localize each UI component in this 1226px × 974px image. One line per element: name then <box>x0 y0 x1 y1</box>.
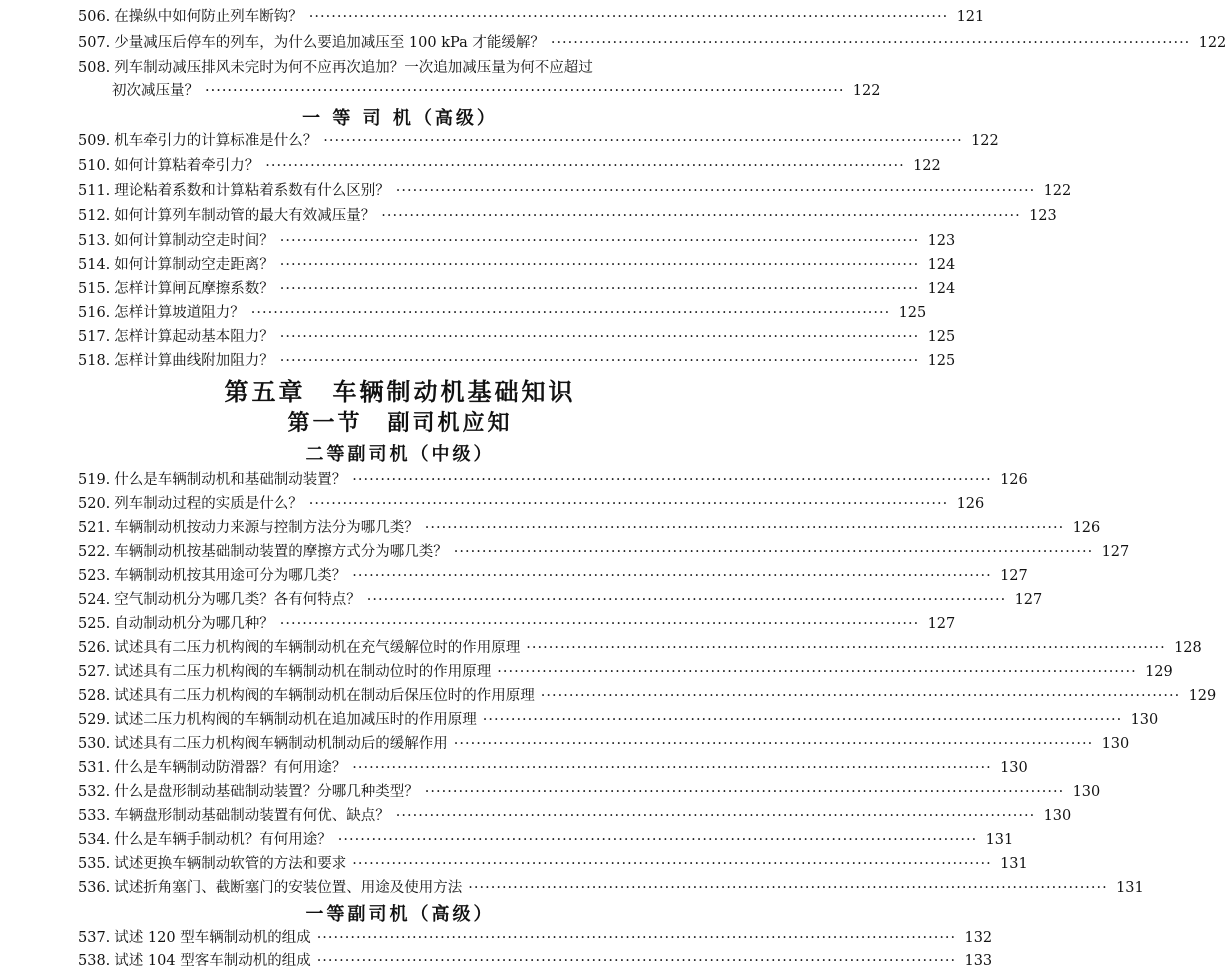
toc-entry-536[interactable] <box>78 878 1144 898</box>
entry-title: 列车制动过程的实质是什么？ <box>114 496 303 512</box>
leader-dots: ·················································································································· <box>265 158 905 174</box>
toc-entry-528[interactable] <box>78 686 1217 706</box>
toc-entry-515[interactable] <box>78 279 956 299</box>
toc-entry-530[interactable] <box>78 734 1130 754</box>
toc-entry-537[interactable] <box>78 928 993 948</box>
entry-page: 125 <box>898 305 927 321</box>
entry-number: 516. <box>78 305 111 321</box>
toc-entry-520[interactable] <box>78 494 985 514</box>
toc-entry-534[interactable] <box>78 830 1014 850</box>
entry-number: 530. <box>78 736 111 752</box>
leader-dots: ·················································································································· <box>279 353 920 369</box>
leader-dots: ·················································································································· <box>366 592 1007 608</box>
toc-entry-522[interactable] <box>78 542 1130 562</box>
entry-number: 524. <box>78 592 111 608</box>
entry-number: 537. <box>78 930 111 946</box>
toc-entry-506[interactable] <box>78 7 985 27</box>
entry-number: 529. <box>78 712 111 728</box>
leader-dots: ·················································································································· <box>395 808 1036 824</box>
entry-page: 129 <box>1145 664 1173 680</box>
entry-number: 509. <box>78 133 111 149</box>
entry-number: 538. <box>78 953 111 969</box>
entry-number: 515. <box>78 281 111 297</box>
toc-entry-535[interactable] <box>78 854 1028 874</box>
toc-entry-512[interactable] <box>78 206 1057 226</box>
leader-dots: ·················································································································· <box>395 183 1036 199</box>
entry-page: 124 <box>927 257 956 273</box>
toc-entry-521[interactable] <box>78 518 1101 538</box>
toc-entry-513[interactable] <box>78 231 956 251</box>
toc-entry-525[interactable] <box>78 614 956 634</box>
level-heading-driver-senior: 一 等 司 机（高级） <box>302 108 498 129</box>
entry-title: 如何计算粘着牵引力？ <box>114 158 260 174</box>
entry-title: 试述具有二压力机构阀的车辆制动机在充气缓解位时的作用原理 <box>114 640 521 656</box>
leader-dots: ·················································································································· <box>540 688 1181 704</box>
entry-title: 什么是车辆制动机和基础制动装置？ <box>114 472 347 488</box>
entry-page: 131 <box>1116 880 1144 896</box>
entry-page: 121 <box>956 9 985 25</box>
entry-number: 534. <box>78 832 111 848</box>
toc-entry-507[interactable] <box>78 33 1226 53</box>
level-heading-assistant-intermediate: 二等副司机（中级） <box>305 444 495 465</box>
entry-title: 什么是车辆手制动机？有何用途？ <box>114 832 332 848</box>
leader-dots: ·················································································································· <box>279 233 920 249</box>
entry-page: 127 <box>927 616 956 632</box>
entry-page: 127 <box>1000 568 1028 584</box>
entry-title: 理论粘着系数和计算粘着系数有什么区别？ <box>114 183 390 199</box>
level-heading-assistant-senior: 一等副司机（高级） <box>305 904 495 925</box>
entry-number: 532. <box>78 784 111 800</box>
entry-title: 车辆制动机按动力来源与控制方法分为哪几类？ <box>114 520 419 536</box>
toc-entry-519[interactable] <box>78 470 1028 490</box>
entry-title: 如何计算制动空走距离？ <box>114 257 274 273</box>
entry-title: 试述具有二压力机构阀车辆制动机制动后的缓解作用 <box>114 736 448 752</box>
leader-dots: ·················································································································· <box>323 133 963 149</box>
entry-page: 124 <box>927 281 956 297</box>
entry-page: 122 <box>1198 35 1226 51</box>
toc-entry-518[interactable] <box>78 351 956 371</box>
entry-page: 129 <box>1188 688 1217 704</box>
toc-entry-524[interactable] <box>78 590 1043 610</box>
leader-dots: ·················································································································· <box>526 640 1166 656</box>
leader-dots: ·················································································································· <box>316 953 957 969</box>
leader-dots: ·················································································································· <box>453 736 1094 752</box>
entry-title: 空气制动机分为哪几类？各有何特点？ <box>114 592 361 608</box>
toc-entry-533[interactable] <box>78 806 1072 826</box>
leader-dots: ·················································································································· <box>352 568 992 584</box>
entry-page: 122 <box>852 83 881 99</box>
entry-title: 试述具有二压力机构阀的车辆制动机在制动后保压位时的作用原理 <box>114 688 535 704</box>
entry-title: 怎样计算起动基本阻力？ <box>114 329 274 345</box>
entry-page: 125 <box>927 329 956 345</box>
entry-page: 125 <box>927 353 956 369</box>
entry-number: 508. <box>78 60 111 76</box>
entry-number: 535. <box>78 856 111 872</box>
toc-entry-538[interactable] <box>78 951 993 971</box>
entry-page: 132 <box>964 930 993 946</box>
entry-number: 518. <box>78 353 111 369</box>
entry-title: 车辆制动机按基础制动装置的摩擦方式分为哪几类？ <box>114 544 448 560</box>
toc-entry-526[interactable] <box>78 638 1202 658</box>
leader-dots: ·················································································································· <box>381 208 1021 224</box>
leader-dots: ·················································································································· <box>279 257 920 273</box>
leader-dots: ·················································································································· <box>352 472 992 488</box>
entry-page: 128 <box>1174 640 1202 656</box>
leader-dots: ·················································································································· <box>205 83 845 99</box>
entry-number: 522. <box>78 544 111 560</box>
entry-title: 如何计算列车制动管的最大有效减压量？ <box>114 208 376 224</box>
entry-page: 130 <box>1101 736 1130 752</box>
entry-title: 少量减压后停车的列车，为什么要追加减压至 100 kPa 才能缓解？ <box>114 35 545 51</box>
leader-dots: ·················································································································· <box>482 712 1123 728</box>
leader-dots: ·················································································································· <box>337 832 978 848</box>
leader-dots: ·················································································································· <box>352 760 992 776</box>
leader-dots: ·················································································································· <box>279 616 920 632</box>
entry-page: 130 <box>1072 784 1101 800</box>
leader-dots: ·················································································································· <box>424 520 1065 536</box>
entry-page: 123 <box>1029 208 1057 224</box>
toc-entry-517[interactable] <box>78 327 956 347</box>
entry-title: 试述具有二压力机构阀的车辆制动机在制动位时的作用原理 <box>114 664 492 680</box>
entry-title: 试述更换车辆制动软管的方法和要求 <box>114 856 347 872</box>
entry-number: 512. <box>78 208 111 224</box>
entry-number: 521. <box>78 520 111 536</box>
toc-entry-516[interactable] <box>78 303 927 323</box>
entry-number: 511. <box>78 183 111 199</box>
entry-number: 506. <box>78 9 111 25</box>
entry-number: 525. <box>78 616 111 632</box>
entry-title: 试述折角塞门、截断塞门的安装位置、用途及使用方法 <box>114 880 463 896</box>
entry-page: 130 <box>1000 760 1028 776</box>
entry-title-continued: 初次减压量？ <box>112 83 199 99</box>
entry-title: 自动制动机分为哪几种？ <box>114 616 274 632</box>
entry-page: 126 <box>1000 472 1028 488</box>
entry-number: 513. <box>78 233 111 249</box>
toc-entry-523[interactable] <box>78 566 1028 586</box>
entry-number: 507. <box>78 35 111 51</box>
section-title: 第一节 副司机应知 <box>287 411 513 436</box>
entry-number: 527. <box>78 664 111 680</box>
entry-page: 126 <box>1072 520 1101 536</box>
entry-number: 517. <box>78 329 111 345</box>
entry-page: 122 <box>913 158 941 174</box>
entry-title: 列车制动减压排风未完时为何不应再次追加？一次追加减压量为何不应超过 <box>114 60 593 76</box>
toc-entry-508-continuation[interactable] <box>112 81 881 101</box>
leader-dots: ·················································································································· <box>308 496 949 512</box>
entry-page: 123 <box>927 233 956 249</box>
entry-page: 130 <box>1043 808 1072 824</box>
entry-title: 什么是盘形制动基础制动装置？分哪几种类型？ <box>114 784 419 800</box>
toc-entry-511[interactable] <box>78 181 1072 201</box>
entry-page: 133 <box>964 953 993 969</box>
chapter-title: 第五章 车辆制动机基础知识 <box>224 378 576 406</box>
entry-number: 533. <box>78 808 111 824</box>
entry-page: 122 <box>1043 183 1072 199</box>
leader-dots: ·················································································································· <box>279 281 920 297</box>
entry-page: 130 <box>1130 712 1159 728</box>
entry-title: 怎样计算曲线附加阻力？ <box>114 353 274 369</box>
leader-dots: ·················································································································· <box>453 544 1094 560</box>
entry-page: 122 <box>971 133 999 149</box>
leader-dots: ·················································································································· <box>316 930 957 946</box>
leader-dots: ·················································································································· <box>424 784 1065 800</box>
entry-page: 131 <box>985 832 1014 848</box>
toc-entry-529[interactable] <box>78 710 1159 730</box>
entry-number: 531. <box>78 760 111 776</box>
toc-entry-509[interactable] <box>78 131 999 151</box>
entry-number: 536. <box>78 880 111 896</box>
toc-entry-508[interactable] <box>78 58 718 78</box>
toc-entry-510[interactable] <box>78 156 941 176</box>
leader-dots: ·················································································································· <box>250 305 891 321</box>
entry-page: 127 <box>1014 592 1043 608</box>
entry-number: 510. <box>78 158 111 174</box>
leader-dots: ·················································································································· <box>497 664 1137 680</box>
leader-dots: ·················································································································· <box>308 9 949 25</box>
entry-number: 528. <box>78 688 111 704</box>
toc-entry-532[interactable] <box>78 782 1101 802</box>
entry-title: 怎样计算闸瓦摩擦系数？ <box>114 281 274 297</box>
entry-title: 车辆制动机按其用途可分为哪几类？ <box>114 568 347 584</box>
leader-dots: ·················································································································· <box>468 880 1108 896</box>
entry-page: 127 <box>1101 544 1130 560</box>
leader-dots: ·················································································································· <box>352 856 992 872</box>
entry-number: 523. <box>78 568 111 584</box>
entry-title: 在操纵中如何防止列车断钩？ <box>114 9 303 25</box>
entry-number: 520. <box>78 496 111 512</box>
entry-number: 514. <box>78 257 111 273</box>
entry-title: 试述 120 型车辆制动机的组成 <box>114 930 311 946</box>
entry-number: 519. <box>78 472 111 488</box>
entry-title: 机车牵引力的计算标准是什么？ <box>114 133 318 149</box>
toc-entry-514[interactable] <box>78 255 956 275</box>
entry-page: 131 <box>1000 856 1028 872</box>
leader-dots: ·················································································································· <box>550 35 1191 51</box>
entry-title: 什么是车辆制动防滑器？有何用途？ <box>114 760 347 776</box>
entry-title: 怎样计算坡道阻力？ <box>114 305 245 321</box>
entry-title: 试述二压力机构阀的车辆制动机在追加减压时的作用原理 <box>114 712 477 728</box>
toc-entry-531[interactable] <box>78 758 1028 778</box>
toc-entry-527[interactable] <box>78 662 1173 682</box>
entry-number: 526. <box>78 640 111 656</box>
entry-title: 车辆盘形制动基础制动装置有何优、缺点？ <box>114 808 390 824</box>
entry-page: 126 <box>956 496 985 512</box>
leader-dots: ·················································································································· <box>279 329 920 345</box>
entry-title: 试述 104 型客车制动机的组成 <box>114 953 311 969</box>
entry-title: 如何计算制动空走时间？ <box>114 233 274 249</box>
